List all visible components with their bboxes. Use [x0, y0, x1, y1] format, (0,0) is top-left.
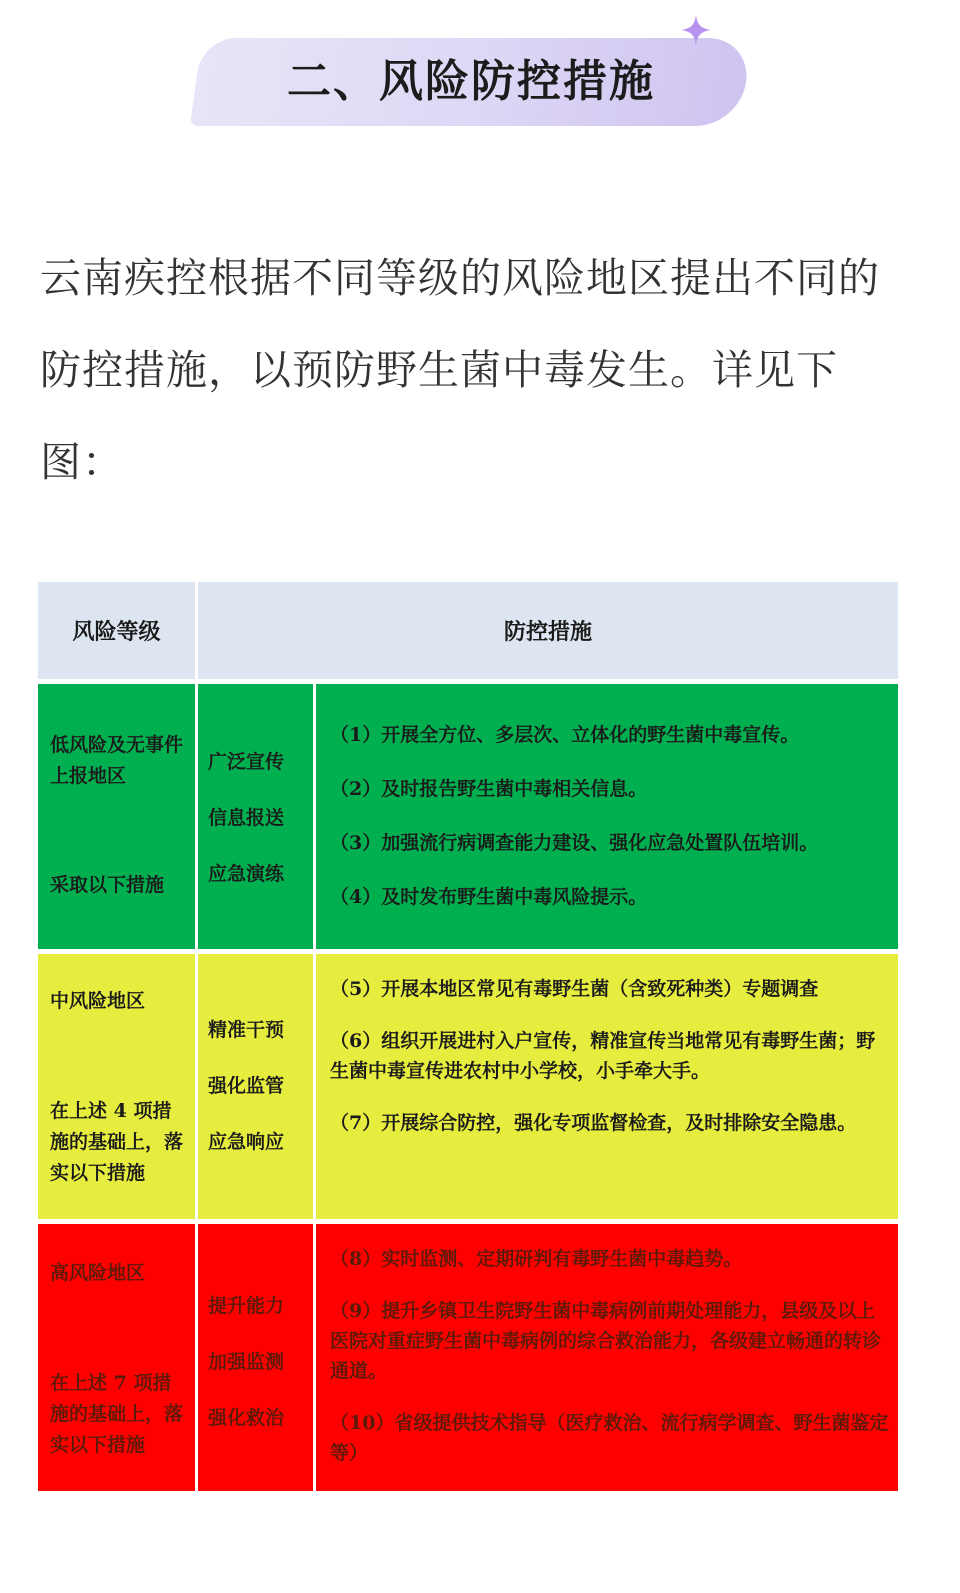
- detailed-measures-cell: [316, 684, 898, 954]
- short-measure: 应急响应: [208, 1131, 285, 1153]
- risk-level-note: 采取以下措施: [50, 874, 165, 896]
- intro-paragraph: 云南疾控根据不同等级的风险地区提出不同的防控措施，以预防野生菌中毒发生。详见下图：: [40, 254, 880, 486]
- risk-level-cell: [38, 1224, 198, 1496]
- short-measure: 精准干预: [208, 1019, 285, 1041]
- risk-level-note: 在上述 7 项措施的基础上，落实以下措施: [50, 1372, 184, 1456]
- risk-level-name: 高风险地区: [50, 1262, 146, 1284]
- short-measures-cell: [198, 1224, 316, 1496]
- short-measures-cell: [198, 684, 316, 954]
- measure-item: （7）开展综合防控，强化专项监督检查，及时排除安全隐患。: [330, 1112, 857, 1134]
- measure-item: （2）及时报告野生菌中毒相关信息。: [330, 778, 648, 800]
- header-risk-level: 风险等级: [38, 582, 198, 684]
- short-measure: 应急演练: [208, 863, 285, 885]
- section-title: 二、风险防控措施: [287, 56, 655, 107]
- measure-item: （9）提升乡镇卫生院野生菌中毒病例前期处理能力，县级及以上医院对重症野生菌中毒病例的综合救治能力，各级建立畅通的转诊通道。: [330, 1300, 882, 1382]
- risk-level-note: 在上述 4 项措施的基础上，落实以下措施: [50, 1100, 184, 1184]
- measure-item: （10）省级提供技术指导（医疗救治、流行病学调查、野生菌鉴定等）: [330, 1412, 889, 1464]
- table-row-high-risk: [38, 1224, 898, 1496]
- short-measure: 广泛宣传: [208, 751, 285, 773]
- detailed-measures-cell: [316, 954, 898, 1224]
- measure-item: （1）开展全方位、多层次、立体化的野生菌中毒宣传。: [330, 724, 800, 746]
- section-heading: [196, 38, 746, 126]
- table-row-medium-risk: [38, 954, 898, 1224]
- short-measure: 加强监测: [208, 1351, 285, 1373]
- sparkle-icon: [680, 14, 712, 46]
- measure-item: （4）及时发布野生菌中毒风险提示。: [330, 886, 648, 908]
- table-row-low-risk: [38, 684, 898, 954]
- measure-item: （8）实时监测、定期研判有毒野生菌中毒趋势。: [330, 1248, 743, 1270]
- measure-item: （3）加强流行病调查能力建设、强化应急处置队伍培训。: [330, 832, 819, 854]
- short-measure: 强化救治: [208, 1407, 285, 1429]
- detailed-measures-cell: [316, 1224, 898, 1496]
- table-header-row: [38, 582, 898, 684]
- risk-level-name: 低风险及无事件上报地区: [50, 734, 184, 787]
- risk-level-cell: [38, 954, 198, 1224]
- short-measure: 提升能力: [208, 1295, 285, 1317]
- short-measures-cell: [198, 954, 316, 1224]
- risk-level-cell: [38, 684, 198, 954]
- measure-item: （6）组织开展进村入户宣传，精准宣传当地常见有毒野生菌；野生菌中毒宣传进农村中小学校，小手牵大手。: [330, 1030, 876, 1082]
- short-measure: 信息报送: [208, 807, 285, 829]
- measure-item: （5）开展本地区常见有毒野生菌（含致死种类）专题调查: [330, 978, 819, 1000]
- risk-measures-table: [38, 582, 898, 1496]
- risk-level-name: 中风险地区: [50, 990, 146, 1012]
- short-measure: 强化监管: [208, 1075, 285, 1097]
- header-measures: 防控措施: [198, 582, 898, 684]
